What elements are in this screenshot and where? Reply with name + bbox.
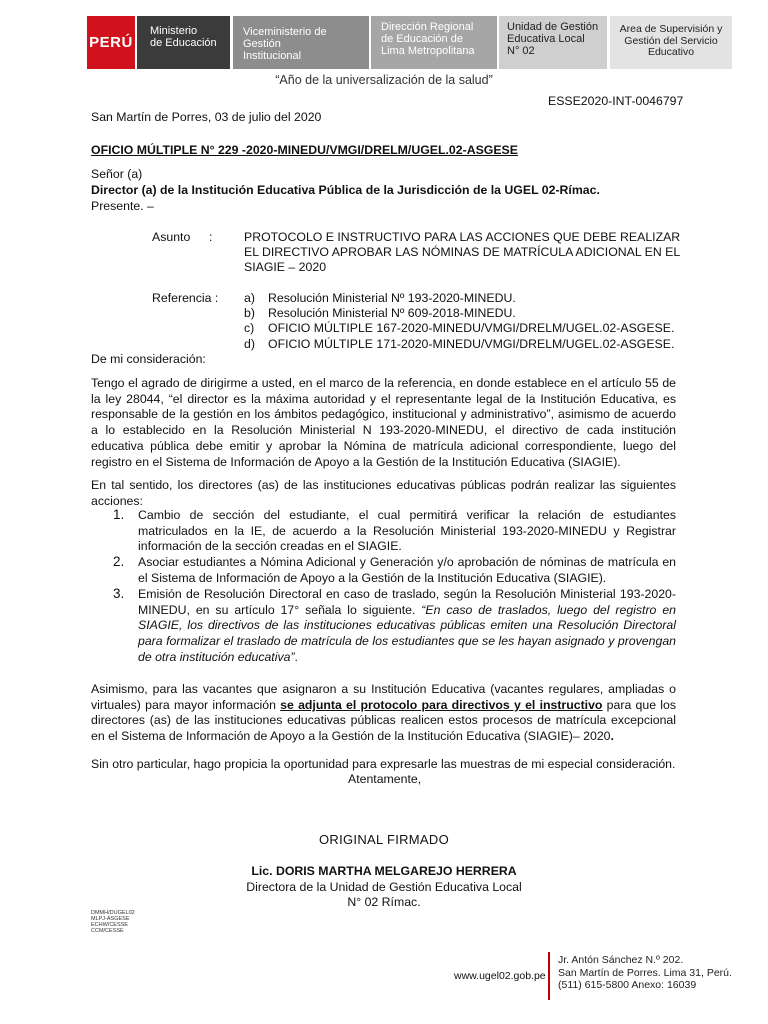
peru-label: PERÚ bbox=[89, 33, 133, 51]
footer-address bbox=[558, 954, 732, 992]
document-code: ESSE2020-INT-0046797 bbox=[548, 94, 684, 108]
initials-line: DMMH/DUGEL02 bbox=[91, 910, 135, 916]
direccion-line-1: Dirección Regional bbox=[381, 21, 474, 33]
referencia-letter: a) bbox=[244, 291, 255, 305]
asunto-line-3: SIAGIE – 2020 bbox=[244, 260, 327, 274]
list-number: 3. bbox=[113, 586, 125, 601]
peru-logo-box bbox=[87, 16, 137, 69]
paragraph-2: En tal sentido, los directores (as) de las instituciones educativas públicas podrán realizar las siguientes acciones: bbox=[91, 478, 676, 508]
ministerio-line-1: Ministerio bbox=[150, 25, 198, 37]
direccion-regional-box bbox=[371, 16, 497, 69]
recipient-presente: Presente. – bbox=[91, 199, 154, 213]
signer-role-2: N° 02 Rímac. bbox=[347, 895, 421, 909]
direccion-line-2: de Educación de bbox=[381, 33, 463, 45]
address-line-3: (511) 615-5800 Anexo: 16039 bbox=[558, 979, 697, 991]
footer-website: www.ugel02.gob.pe bbox=[454, 970, 546, 982]
initials-line: MLPJ-ASGESE bbox=[91, 916, 130, 922]
asunto-line-1: PROTOCOLO E INSTRUCTIVO PARA LAS ACCIONES QUE DEBE REALIZAR bbox=[244, 230, 681, 244]
viceministerio-box bbox=[233, 16, 369, 69]
initials-line: ECHW/CESSE bbox=[91, 922, 128, 928]
list-item-3-tail: . bbox=[294, 649, 298, 664]
original-signed-label: ORIGINAL FIRMADO bbox=[319, 832, 449, 847]
viceministerio-line-3: Institucional bbox=[243, 50, 302, 62]
recipient-name: Director (a) de la Institución Educativa Pública de la Jurisdicción de la UGEL 02-Rímac. bbox=[91, 183, 600, 197]
referencia-item: OFICIO MÚLTIPLE 171-2020-MINEDU/VMGI/DRELM/UGEL.02-ASGESE. bbox=[268, 337, 675, 351]
ugel-line-2: Educativa Local bbox=[507, 33, 585, 45]
ugel-line-1: Unidad de Gestión bbox=[507, 21, 599, 33]
list-item-1: Cambio de sección del estudiante, el cual permitirá verificar la relación de estudiantes matriculados en la IE, de acuerdo a la Resolución Ministerial 193-2020-MINEDU y Registrar información de la sección creadas en el SIAGIE. bbox=[138, 508, 676, 554]
recipient-salutation: Señor (a) bbox=[91, 167, 143, 181]
address-line-2: San Martín de Porres. Lima 31, Perú. bbox=[558, 966, 732, 979]
ugel-box bbox=[499, 16, 607, 69]
paragraph-1: Tengo el agrado de dirigirme a usted, en el marco de la referencia, en donde establece en el artículo 55 de la ley 28044, “el director es la máxima autoridad y el representante legal de la Institución Educativa, es responsable de la gestión en los ámbitos pedagógico, institucional y administrativo”, asimismo de acuerdo a lo establecido en la Resolución Ministerial N 193-2020-MINEDU, el directivo de cada institución educativa pública debe emitir y aprobar la Nómina de matrícula adicional correspondiente, luego del registro en el Sistema de Información de Apoyo a la Gestión de la Institución Educativa (SIAGIE). bbox=[91, 376, 676, 469]
paragraph-3 bbox=[91, 682, 676, 745]
area-line-3: Educativo bbox=[647, 46, 695, 58]
closing: Sin otro particular, hago propicia la oportunidad para expresarle las muestras de mi especial consideración. bbox=[91, 757, 676, 771]
area-line-2: Gestión del Servicio bbox=[624, 34, 718, 47]
address-line-1: Jr. Antón Sánchez N.º 202. bbox=[558, 954, 684, 966]
referencia-item: Resolución Ministerial Nº 193-2020-MINEDU. bbox=[268, 291, 516, 305]
ugel-line-3: N° 02 bbox=[507, 45, 535, 57]
paragraph-3-period: . bbox=[610, 729, 614, 744]
viceministerio-line-1: Viceministerio de bbox=[243, 26, 327, 38]
area-line-1: Area de Supervisión y bbox=[619, 23, 723, 35]
list-item-3 bbox=[138, 587, 676, 666]
list-item-3-text: Emisión de Resolución Directoral en caso de traslado, según la Resolución Ministerial 193-2020-MINEDU, en su artículo 17° señala lo siguiente. bbox=[138, 587, 676, 617]
paragraph-3-attachment: se adjunta el protocolo para directivos y el instructivo bbox=[280, 697, 603, 712]
dateline: San Martín de Porres, 03 de julio del 2020 bbox=[91, 110, 322, 124]
direccion-line-3: Lima Metropolitana bbox=[381, 45, 475, 57]
list-number: 1. bbox=[113, 507, 125, 522]
asunto-colon: : bbox=[209, 230, 213, 244]
list-item-2: Asociar estudiantes a Nómina Adicional y Generación y/o aprobación de nóminas de matrícula en el Sistema de Información de Apoyo a la Gestión de la Institución Educativa (SIAGIE). bbox=[138, 555, 676, 585]
referencia-item: OFICIO MÚLTIPLE 167-2020-MINEDU/VMGI/DRELM/UGEL.02-ASGESE. bbox=[268, 321, 675, 335]
list-number: 2. bbox=[113, 554, 125, 569]
referencia-item: Resolución Ministerial Nº 609-2018-MINEDU. bbox=[268, 306, 516, 320]
greeting: De mi consideración: bbox=[91, 352, 206, 366]
referencia-letter: b) bbox=[244, 306, 255, 320]
ministerio-box bbox=[137, 16, 230, 69]
oficio-title: OFICIO MÚLTIPLE N° 229 -2020-MINEDU/VMGI/DRELM/UGEL.02-ASGESE bbox=[91, 143, 518, 157]
paragraph-3-part-c: para que los directores (as) de las instituciones educativas públicas realicen estos procesos de matrícula excepcional en el Sistema de Información de Apoyo a la Gestión de la Institución Educativa (SIAGIE)– 2020 bbox=[91, 697, 676, 744]
initials-block bbox=[91, 910, 135, 934]
list-item-3-quote: “En caso de traslados, luego del registro en SIAGIE, los directivos de las instituciones educativas públicas emiten una Resolución Directoral para formalizar el traslado de matrícula de los estudiantes que se les hayan asignado y provengan de otra institución educativa” bbox=[138, 602, 676, 664]
area-supervision-box bbox=[610, 16, 732, 69]
signer-role: Directora de la Unidad de Gestión Educativa Local bbox=[246, 880, 522, 894]
asunto-label: Asunto bbox=[152, 230, 191, 244]
viceministerio-line-2: Gestión bbox=[243, 38, 281, 50]
ministerio-line-2: de Educación bbox=[150, 37, 217, 49]
referencia-label: Referencia : bbox=[152, 291, 219, 305]
footer-divider bbox=[548, 952, 550, 1000]
asunto-line-2: EL DIRECTIVO APROBAR LAS NÓMINAS DE MATRÍCULA ADICIONAL EN EL bbox=[244, 245, 681, 259]
initials-line: CCM/CESSE bbox=[91, 928, 124, 934]
signer-name: Lic. DORIS MARTHA MELGAREJO HERRERA bbox=[251, 864, 517, 878]
referencia-letter: d) bbox=[244, 337, 255, 351]
year-motto: “Año de la universalización de la salud” bbox=[275, 73, 493, 87]
atentamente: Atentamente, bbox=[348, 772, 422, 786]
paragraph-3-part-a: Asimismo, para las vacantes que asignaron a su Institución Educativa (vacantes regulares, ampliadas o virtuales) para mayor información bbox=[91, 682, 676, 712]
referencia-letter: c) bbox=[244, 321, 255, 335]
